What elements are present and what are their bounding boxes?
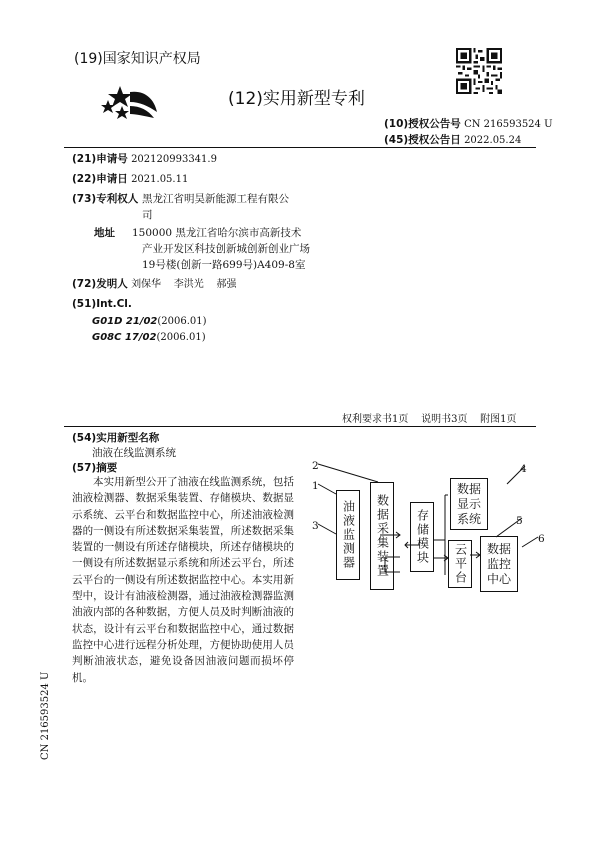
patent-office-name: (19)国家知识产权局	[74, 51, 201, 67]
abstract-text: 本实用新型公开了油液在线监测系统，包括油液检测器、数据采集装置、存储模块、数据显示系统、云平台和数据监控中心，所述油液检测器的一侧设有所述数据采集装置，所述数据采集装置的一侧设有所述存储模块，所述存储模块的一侧设有所述数据显示系统和所述云平台，所述云平台的一侧设有所述数据监控中心。本实用新型中，设计有油液检测器，通过油液检测器监测油液内部的各种数据，方便人员及时判断油液的状态，设计有云平台和数据监控中心，通过数据监控中心进行远程分析处理，方便协助使用人员判断油液状态，避免设备因油液问题而损坏停机。	[72, 476, 294, 684]
ipc-year-1: (2006.01)	[157, 316, 207, 327]
box-data-monitoring-center: 数据监控中心	[480, 536, 518, 592]
callout-line-6	[522, 537, 538, 547]
side-publication-number: CN 216593524 U	[40, 671, 51, 760]
filing-date-value: 2021.05.11	[131, 174, 189, 185]
application-number-label: (21)申请号	[72, 153, 128, 165]
box-cloud-platform: 云平台	[448, 540, 472, 588]
filing-date	[72, 171, 188, 188]
ipc-classification-2	[92, 329, 206, 346]
ipc-code-2: G08C 17/02	[92, 332, 157, 343]
callout-line-3	[318, 524, 336, 534]
address-line-3: 19号楼(创新一路699号)A409-8室	[142, 259, 306, 271]
application-number-value: 202120993341.9	[131, 154, 217, 165]
ipc-label: (51)Int.Cl.	[72, 298, 132, 310]
callout-4: 4	[520, 463, 527, 475]
callout-1: 1	[312, 480, 319, 492]
patentee-line-1: 黑龙江省明昊新能源工程有限公	[142, 193, 289, 205]
publication-date-value: 2022.05.24	[464, 135, 522, 146]
inventors-label: (72)发明人	[72, 278, 128, 290]
publication-date-label: (45)授权公告日	[384, 134, 461, 146]
header-divider	[64, 147, 536, 148]
callout-2: 2	[312, 460, 319, 472]
callout-3: 3	[312, 520, 319, 532]
address-line-2: 产业开发区科技创新城创新创业广场	[142, 243, 310, 255]
ipc-code-1: G01D 21/02	[92, 316, 158, 327]
box-data-display-system: 数据显示系统	[450, 478, 488, 530]
box-oil-detector: 油液监测器	[336, 490, 360, 580]
publication-number	[384, 116, 553, 131]
abstract-label: (57)摘要	[72, 462, 118, 474]
ipc-year-2: (2006.01)	[156, 332, 206, 343]
title-section-label: (54)实用新型名称	[72, 432, 160, 444]
address-line-1: 150000 黑龙江省哈尔滨市高新技术	[132, 227, 302, 239]
publication-number-label: (10)授权公告号	[384, 118, 461, 130]
inventors	[72, 276, 237, 293]
callout-6: 6	[538, 533, 545, 545]
page-counts: 权利要求书1页 说明书3页 附图1页	[342, 414, 517, 425]
ipc-classification-1	[92, 313, 207, 330]
patentee-label: (73)专利权人	[72, 193, 139, 205]
utility-model-title: 油液在线监测系统	[92, 447, 176, 459]
publication-number-value: CN 216593524 U	[464, 119, 553, 130]
callout-line-1	[318, 484, 336, 494]
publication-date	[384, 132, 521, 147]
application-number	[72, 151, 217, 168]
box-storage-module: 存储模块	[410, 502, 434, 572]
cnipa-logo-icon	[100, 84, 160, 122]
box-data-acquisition: 数据采集装置	[370, 482, 394, 590]
address-label: 地址	[94, 227, 115, 239]
document-type-title: (12)实用新型专利	[228, 89, 365, 109]
callout-line-2	[318, 464, 378, 482]
patentee-line-2: 司	[142, 209, 153, 221]
inventors-value: 刘保华 李洪光 郝强	[131, 279, 237, 290]
filing-date-label: (22)申请日	[72, 173, 128, 185]
callout-5: 5	[516, 515, 523, 527]
qr-code-icon	[456, 48, 502, 94]
section-divider	[64, 426, 536, 427]
